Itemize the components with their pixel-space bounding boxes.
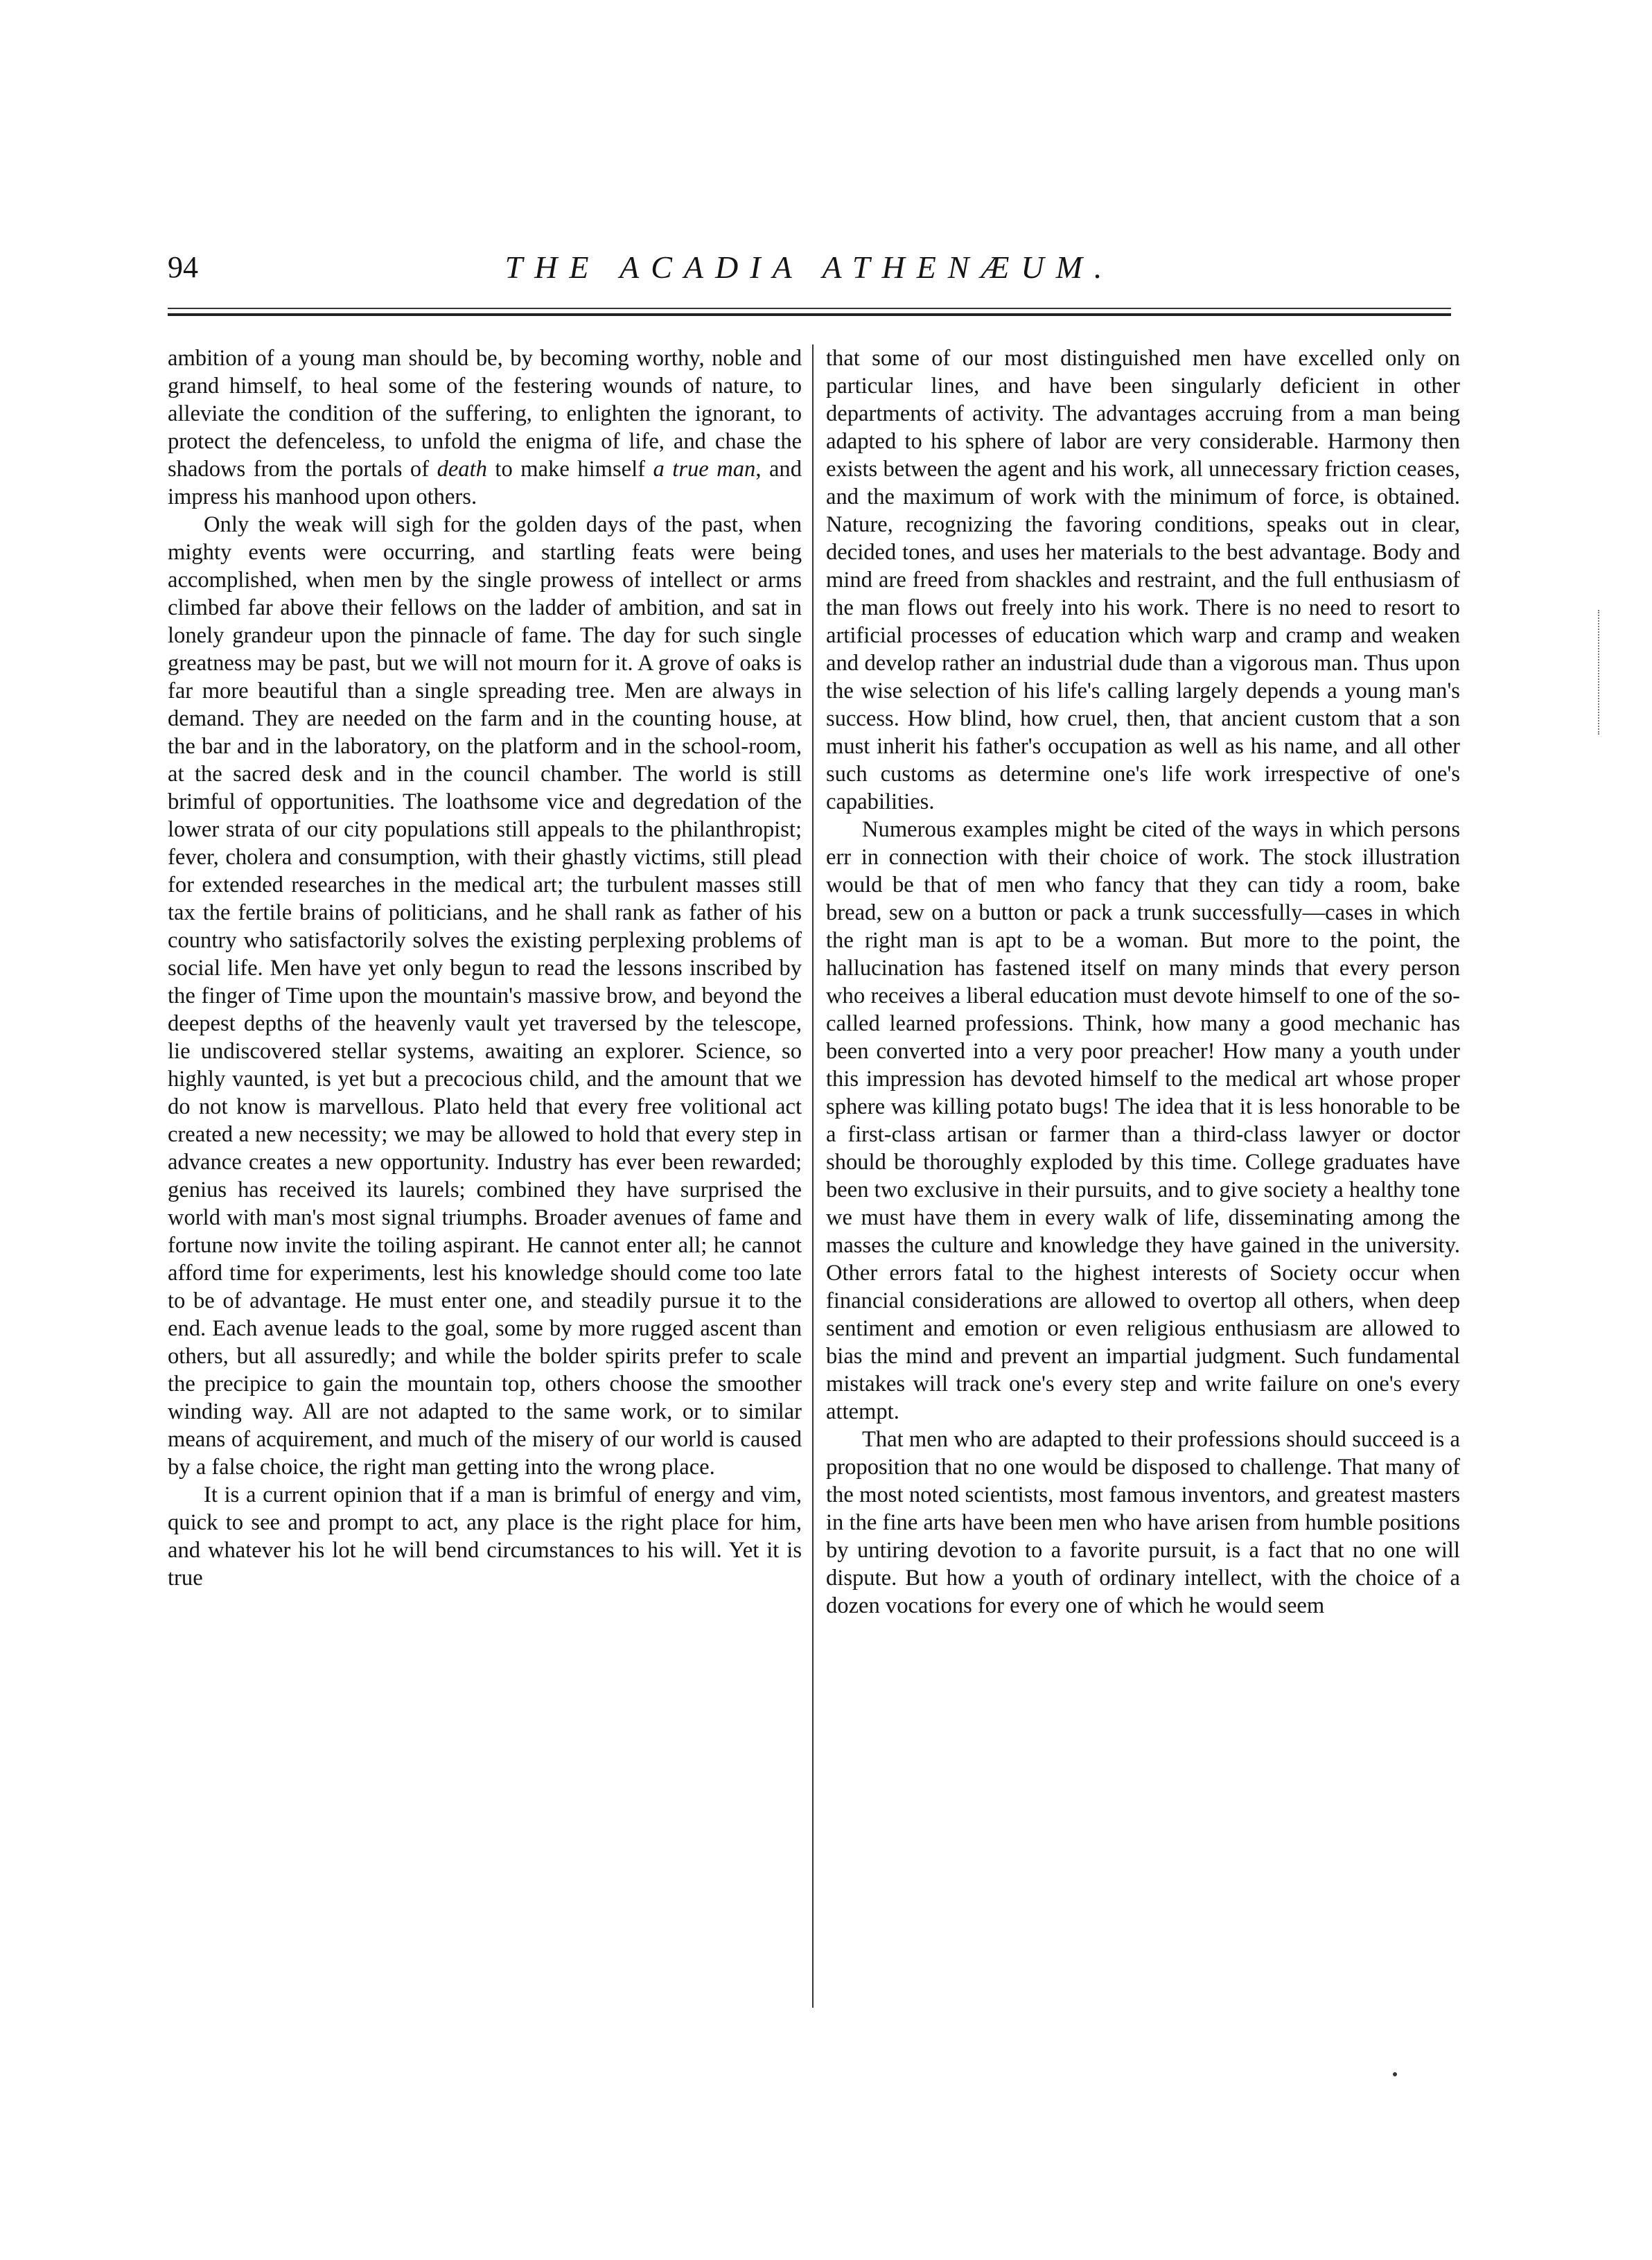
scan-speck [1393,2072,1397,2076]
left-paragraph-2: Only the weak will sigh for the golden days of the past, when mighty events were occurring, and startling feats were being accomplished, when men by the single prowess of intellect or arms climbed far above their fellows on the ladder of ambition, and sat in lonely grandeur upon the pinnacle of fame. The day for such single greatness may be past, but we will not mourn for it. A grove of oaks is far more beautiful than a single spreading tree. Men are always in demand. They are needed on the farm and in the counting house, at the bar and in the laboratory, on the platform and in the school-room, at the sacred desk and in the council chamber. The world is still brimful of opportunities. The loathsome vice and degredation of the lower strata of our city populations still appeals to the philanthropist; fever, cholera and consumption, with their ghastly victims, still plead for extended researches in the medical art; the turbulent masses still tax the fertile brains of politicians, and he shall rank as father of his country who satisfactorily solves the existing perplexing problems of social life. Men have yet only begun to read the lessons inscribed by the finger of Time upon the mountain's massive brow, and beyond the deepest depths of the heavenly vault yet traversed by the telescope, lie undiscovered stellar systems, awaiting an explorer. Science, so highly vaunted, is yet but a precocious child, and the amount that we do not know is marvellous. Plato held that every free volitional act created a new necessity; we may be allowed to hold that every step in advance creates a new opportunity. Industry has ever been rewarded; genius has received its laurels; combined they have surprised the world with man's most signal triumphs. Broader avenues of fame and fortune now invite the toiling aspirant. He cannot enter all; he cannot afford time for experiments, lest his knowledge should come too late to be of advantage. He must enter one, and steadily pursue it to the end. Each avenue leads to the goal, some by more rugged ascent than others, but all assuredly; and while the bolder spirits prefer to scale the precipice to gain the mountain top, others choose the smoother winding way. All are not adapted to the same work, or to similar means of acquirement, and much of the misery of our world is caused by a false choice, the right man getting into the wrong place. [168,512,802,1480]
page-number: 94 [168,250,198,284]
scan-edge-marks [1598,610,1599,735]
right-column [826,344,1460,1620]
left-p1-death: death [437,457,487,482]
right-paragraph-1: that some of our most distinguished men have excelled only on particular lines, and have been singularly deficient in other departments of activity. The advantages accruing from a man being adapted to his sphere of labor are very considerable. Harmony then exists between the agent and his work, all unnecessary friction ceases, and the maximum of work with the minimum of force, is obtained. Nature, recognizing the favoring conditions, speaks out in clear, decided tones, and uses her materials to the best advantage. Body and mind are freed from shackles and restraint, and the full enthusiasm of the man flows out freely into his work. There is no need to resort to artificial processes of education which warp and cramp and weaken and develop rather an industrial dude than a vigorous man. Thus upon the wise selection of his life's calling largely depends a young man's success. How blind, how cruel, then, that ancient custom that a son must inherit his father's occupation as well as his name, and all other such customs as determine one's life work irrespective of one's capabilities. [826,346,1460,814]
left-paragraph-1 [168,344,802,511]
running-title: THE ACADIA ATHENÆUM. [504,249,1114,285]
left-p1-text-c: , and impress his manhood upon others. [168,457,802,509]
left-paragraph-3: It is a current opinion that if a man is brimful of energy and vim, quick to see and prompt to act, any place is the right place for him, and whatever his lot he will bend circumstances to his will. Yet it is true [168,1482,802,1591]
right-paragraph-3: That men who are adapted to their professions should succeed is a proposition that no one would be disposed to challenge. That many of the most noted scientists, most famous inventors, and greatest masters in the fine arts have been men who have arisen from humble positions by untiring devotion to a favorite pursuit, is a fact that no one will dispute. But how a youth of ordinary intellect, with the choice of a dozen vocations for every one of which he would seem [826,1427,1460,1618]
left-column [168,344,802,1592]
right-paragraph-2: Numerous examples might be cited of the ways in which persons err in connection with their choice of work. The stock illustration would be that of men who fancy that they can tidy a room, bake bread, sew on a button or pack a trunk successfully—cases in which the right man is apt to be a woman. But more to the point, the hallucination has fastened itself on many minds that every person who receives a liberal education must devote himself to one of the so-called learned professions. Think, how many a good mechanic has been converted into a very poor preacher! How many a youth under this impression has devoted himself to the medical art whose proper sphere was killing potato bugs! The idea that it is less honorable to be a first-class artisan or farmer than a third-class lawyer or doctor should be thoroughly exploded by this time. College graduates have been two exclusive in their pursuits, and to give society a healthy tone we must have them in every walk of life, disseminating among the masses the culture and knowledge they have gained in the university. Other errors fatal to the highest interests of Society occur when financial considerations are allowed to overtop all others, when deep sentiment and emotion or even religious enthusiasm are allowed to bias the mind and prevent an impartial judgment. Such fundamental mistakes will track one's every step and write failure on one's every attempt. [826,817,1460,1424]
left-p1-text-b: to make himself [486,457,653,482]
column-divider [812,344,814,2008]
header-rule-thin [168,308,1451,309]
left-p1-true-man: a true man [653,457,756,482]
header-rule-thick [168,313,1451,316]
page-header [168,247,1451,295]
left-p1-text-a: ambition of a young man should be, by becoming worthy, noble and grand himself, to heal some of the festering wounds of nature, to alleviate the condition of the suffering, to enlighten the ignorant, to protect the defenceless, to unfold the enigma of life, and chase the shadows from the portals of [168,346,802,482]
